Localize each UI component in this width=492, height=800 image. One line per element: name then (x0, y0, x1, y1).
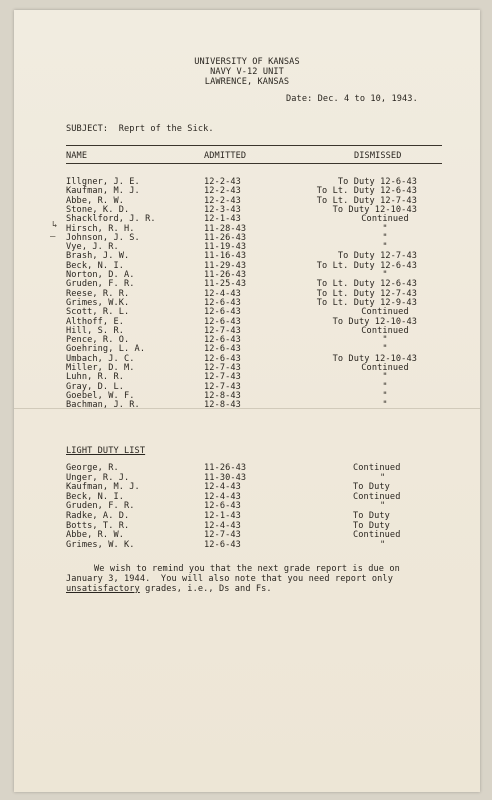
light-duty-row (14, 521, 480, 531)
admitted-date: 11-19-43 (204, 242, 247, 253)
header-rule-bottom (66, 163, 442, 164)
patient-name: Pence, R. O. (66, 335, 130, 346)
document-page (14, 10, 480, 792)
dismissed-status: Continued (361, 214, 409, 225)
dismissed-status: " (382, 344, 388, 355)
reminder-line-3-rest: grades, i.e., Ds and Fs. (139, 584, 272, 594)
patient-name: Norton, D. A. (66, 270, 135, 280)
admitted-date: 12-6-43 (204, 501, 241, 512)
patient-name: Abbe, R. W. (66, 195, 125, 206)
date-line: Date: Dec. 4 to 10, 1943. (286, 94, 418, 104)
dismissed-status: To Lt. Duty 12-6-43 (316, 260, 417, 271)
patient-name: Hill, S. R. (66, 325, 125, 336)
dismissed-status: To Lt. Duty 12-6-43 (316, 186, 417, 197)
dismissed-status: " (382, 232, 388, 243)
admitted-date: 12-2-43 (204, 177, 241, 187)
dismissed-status: " (382, 372, 388, 383)
admitted-date: 11-26-43 (204, 232, 247, 243)
dismissed-status: " (382, 381, 388, 392)
patient-name: Brash, J. W. (66, 251, 130, 262)
duty-status: Continued (353, 491, 401, 502)
admitted-date: 11-25-43 (204, 279, 247, 290)
column-name: NAME (66, 151, 88, 161)
dismissed-status: To Lt. Duty 12-7-43 (316, 195, 417, 206)
patient-name: Johnson, J. S. (66, 232, 140, 243)
admitted-date: 12-6-43 (204, 297, 241, 308)
duty-status: To Duty (353, 511, 390, 521)
light-duty-title: LIGHT DUTY LIST (66, 446, 146, 456)
dismissed-status: To Lt. Duty 12-6-43 (316, 279, 417, 290)
dismissed-status: Continued (361, 363, 409, 373)
patient-name: Miller, D. M. (66, 363, 135, 373)
patient-name: Gruden, F. R. (66, 279, 135, 290)
light-duty-row (14, 511, 480, 521)
dismissed-status: To Lt. Duty 12-7-43 (316, 288, 417, 299)
dismissed-status: " (382, 242, 388, 253)
light-duty-row (14, 473, 480, 483)
dismissed-status: To Duty 12-10-43 (332, 316, 417, 327)
admitted-date: 11-30-43 (204, 472, 247, 483)
admitted-date: 12-2-43 (204, 186, 241, 197)
admitted-date: 12-7-43 (204, 381, 241, 392)
patient-name: Goebel, W. F. (66, 390, 135, 401)
dismissed-status: Continued (361, 307, 409, 318)
dismissed-status: " (382, 223, 388, 234)
admitted-date: 12-6-43 (204, 335, 241, 346)
reminder-line-3 (66, 584, 272, 594)
patient-name: Bachman, J. R. (66, 400, 140, 411)
dismissed-status: To Duty 12-7-43 (337, 251, 417, 262)
light-duty-row (14, 530, 480, 540)
admitted-date: 12-6-43 (204, 344, 241, 355)
patient-name: Vye, J. R. (66, 242, 119, 253)
patient-name: Althoff, E. (66, 316, 125, 327)
patient-name: Shacklford, J. R. (66, 214, 156, 225)
light-duty-row (14, 501, 480, 511)
admitted-date: 12-8-43 (204, 400, 241, 411)
light-duty-row (14, 492, 480, 502)
patient-name: Grimes, W.K. (66, 297, 130, 308)
admitted-date: 12-4-43 (204, 520, 241, 531)
duty-status: Continued (353, 530, 401, 541)
dismissed-status: " (382, 390, 388, 401)
dismissed-status: To Lt. Duty 12-9-43 (316, 297, 417, 308)
admitted-date: 12-6-43 (204, 539, 241, 550)
patient-name: Botts, T. R. (66, 520, 130, 531)
admitted-date: 12-1-43 (204, 511, 241, 521)
admitted-date: 12-4-43 (204, 491, 241, 502)
patient-name: Illgner, J. E. (66, 177, 140, 187)
patient-name: Reese, R. R. (66, 288, 130, 299)
subject-line: SUBJECT: Reprt of the Sick. (66, 124, 214, 134)
admitted-date: 11-26-43 (204, 463, 247, 473)
admitted-date: 11-26-43 (204, 270, 247, 280)
pencil-tick-mark: ↳ (52, 220, 58, 230)
admitted-date: 12-7-43 (204, 325, 241, 336)
admitted-date: 12-6-43 (204, 316, 241, 327)
dismissed-status: " (382, 335, 388, 346)
patient-name: Abbe, R. W. (66, 530, 125, 541)
dismissed-status: To Duty 12-10-43 (332, 353, 417, 364)
patient-name: Umbach, J. C. (66, 353, 135, 364)
duty-status: " (380, 539, 386, 550)
patient-name: Beck, N. I. (66, 491, 125, 502)
dismissed-status: " (382, 400, 388, 411)
admitted-date: 12-8-43 (204, 390, 241, 401)
admitted-date: 12-6-43 (204, 307, 241, 318)
patient-name: Stone, K. D. (66, 204, 130, 215)
admitted-date: 12-3-43 (204, 204, 241, 215)
duty-status: To Duty (353, 520, 390, 531)
unsatisfactory-word: unsatisfactory (66, 584, 140, 594)
light-duty-row (14, 463, 480, 473)
admitted-date: 12-4-43 (204, 482, 241, 493)
patient-name: Kaufman, M. J. (66, 482, 140, 493)
reminder-line-2: January 3, 1944. You will also note that you need report only (66, 574, 393, 584)
admitted-date: 12-1-43 (204, 214, 241, 225)
duty-status: To Duty (353, 482, 390, 493)
header-rule-top (66, 145, 442, 146)
patient-name: Gruden, F. R. (66, 501, 135, 512)
header-unit: NAVY V-12 UNIT (210, 67, 284, 77)
patient-name: George, R. (66, 463, 119, 473)
duty-status: " (380, 501, 386, 512)
dismissed-status: " (382, 270, 388, 280)
column-dismissed: DISMISSED (354, 151, 402, 161)
header-location: LAWRENCE, KANSAS (204, 77, 290, 87)
patient-name: Kaufman, M. J. (66, 186, 140, 197)
dismissed-status: To Duty 12-10-43 (332, 204, 417, 215)
column-admitted: ADMITTED (204, 151, 247, 161)
patient-name: Hirsch, R. H. (66, 223, 135, 234)
dismissed-status: To Duty 12-6-43 (337, 177, 417, 187)
admitted-date: 11-16-43 (204, 251, 247, 262)
reminder-line-1: We wish to remind you that the next grade report is due on (94, 564, 400, 574)
admitted-date: 11-29-43 (204, 260, 247, 271)
patient-name: Radke, A. D. (66, 511, 130, 521)
admitted-date: 12-2-43 (204, 195, 241, 206)
header-university: UNIVERSITY OF KANSAS (194, 57, 300, 67)
patient-name: Grimes, W. K. (66, 539, 135, 550)
table-row (14, 400, 480, 410)
light-duty-row (14, 482, 480, 492)
patient-name: Luhn, R. R. (66, 372, 125, 383)
admitted-date: 11-28-43 (204, 223, 247, 234)
patient-name: Unger, R. J. (66, 472, 130, 483)
patient-name: Scott, R. L. (66, 307, 130, 318)
patient-name: Gray, D. L. (66, 381, 125, 392)
admitted-date: 12-7-43 (204, 372, 241, 383)
duty-status: Continued (353, 463, 401, 473)
duty-status: " (380, 472, 386, 483)
light-duty-row (14, 540, 480, 550)
pencil-dash-mark: — (50, 232, 56, 242)
admitted-date: 12-6-43 (204, 353, 241, 364)
admitted-date: 12-7-43 (204, 363, 241, 373)
patient-name: Goehring, L. A. (66, 344, 146, 355)
admitted-date: 12-4-43 (204, 288, 241, 299)
patient-name: Beck, N. I. (66, 260, 125, 271)
admitted-date: 12-7-43 (204, 530, 241, 541)
dismissed-status: Continued (361, 325, 409, 336)
